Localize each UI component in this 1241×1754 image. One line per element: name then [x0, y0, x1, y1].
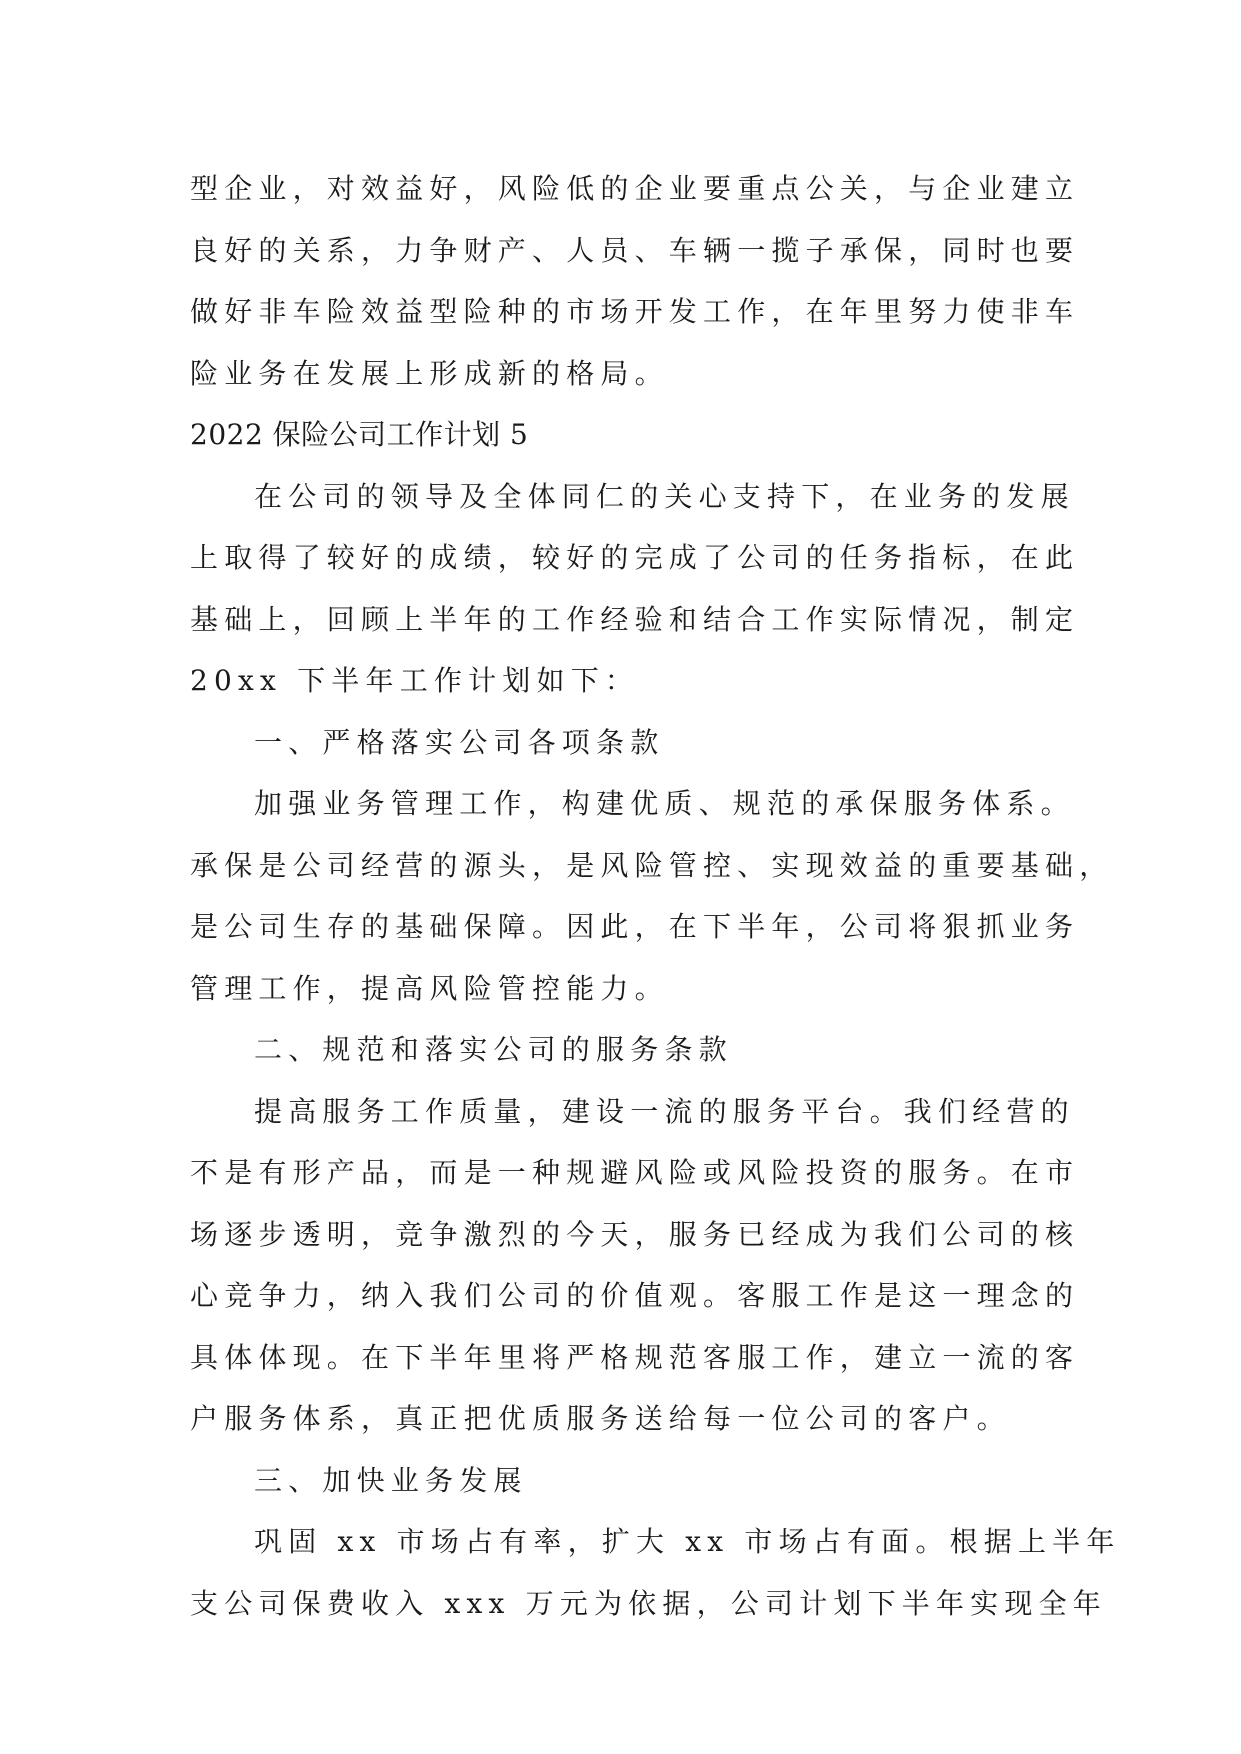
text-line: 上取得了较好的成绩，较好的完成了公司的任务指标，在此	[190, 541, 1080, 574]
text-line: 管理工作，提高风险管控能力。	[190, 971, 669, 1005]
text-line: 心竞争力，纳入我们公司的价值观。客服工作是这一理念的	[190, 1279, 1080, 1312]
text-line: 支公司保费收入 xxx 万元为依据，公司计划下半年实现全年	[190, 1586, 1107, 1620]
subsection-heading: 一、严格落实公司各项条款	[254, 725, 665, 759]
paragraph-start-line: 在公司的领导及全体同仁的关心支持下，在业务的发展	[254, 479, 1075, 513]
text-line: 承保是公司经营的源头，是风险管控、实现效益的重要基础，	[190, 848, 1114, 882]
text-line: 型企业，对效益好，风险低的企业要重点公关，与企业建立	[190, 172, 1080, 205]
text-line: 20xx 下半年工作计划如下：	[190, 664, 640, 697]
subsection-heading: 三、加快业务发展	[254, 1463, 528, 1497]
text-line: 不是有形产品，而是一种规避风险或风险投资的服务。在市	[190, 1156, 1080, 1189]
text-line: 做好非车险效益型险种的市场开发工作，在年里努力使非车	[190, 295, 1080, 328]
text-line: 是公司生存的基础保障。因此，在下半年，公司将狠抓业务	[190, 910, 1080, 943]
text-line: 基础上，回顾上半年的工作经验和结合工作实际情况，制定	[190, 602, 1080, 636]
subsection-heading: 二、规范和落实公司的服务条款	[254, 1033, 733, 1066]
text-line: 险业务在发展上形成新的格局。	[190, 356, 669, 390]
paragraph-start-line: 巩固 xx 市场占有率，扩大 xx 市场占有面。根据上半年	[254, 1525, 1121, 1558]
text-line: 具体体现。在下半年里将严格规范客服工作，建立一流的客	[190, 1340, 1080, 1374]
text-line: 良好的关系，力争财产、人员、车辆一揽子承保，同时也要	[190, 233, 1080, 267]
section-heading: 2022 保险公司工作计划 5	[190, 418, 529, 451]
paragraph-start-line: 提高服务工作质量，建设一流的服务平台。我们经营的	[254, 1094, 1075, 1128]
text-line: 场逐步透明，竞争激烈的今天，服务已经成为我们公司的核	[190, 1217, 1080, 1251]
paragraph-start-line: 加强业务管理工作，构建优质、规范的承保服务体系。	[254, 787, 1075, 820]
document-body	[190, 158, 1121, 1634]
text-line: 户服务体系，真正把优质服务送给每一位公司的客户。	[190, 1402, 1011, 1435]
